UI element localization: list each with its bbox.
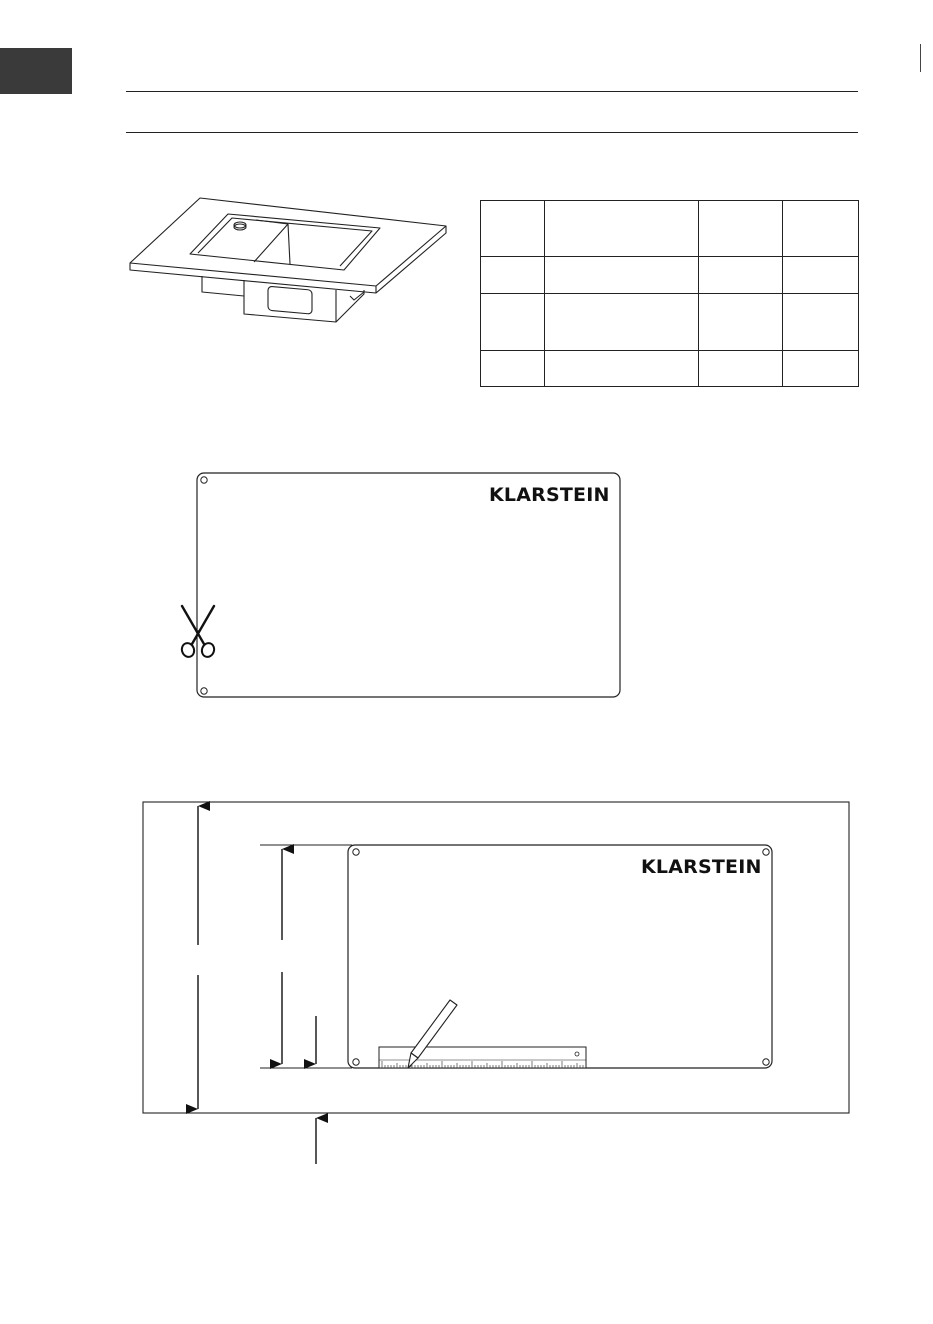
table-cell xyxy=(481,257,545,294)
table-cell xyxy=(545,257,699,294)
page-edge-mark xyxy=(920,44,921,72)
table-cell xyxy=(699,201,783,257)
table-cell xyxy=(545,201,699,257)
table-row xyxy=(481,257,859,294)
table-cell xyxy=(783,351,859,387)
table-cell xyxy=(699,351,783,387)
table-cell xyxy=(481,294,545,351)
pencil-icon xyxy=(400,998,460,1072)
table-cell xyxy=(545,351,699,387)
header-top-rule xyxy=(126,91,858,92)
table-cell xyxy=(481,201,545,257)
table-cell xyxy=(783,294,859,351)
diagram-brand-logo: KLARSTEIN xyxy=(641,856,762,878)
language-tab xyxy=(0,48,72,94)
table-row xyxy=(481,294,859,351)
table-row xyxy=(481,351,859,387)
table-row xyxy=(481,201,859,257)
table-cell xyxy=(481,351,545,387)
table-cell xyxy=(699,294,783,351)
scissors-icon xyxy=(174,604,222,660)
template-brand-logo: KLARSTEIN xyxy=(489,484,610,506)
header-bottom-rule xyxy=(126,132,858,133)
table-cell xyxy=(699,257,783,294)
table-cell xyxy=(783,201,859,257)
table-cell xyxy=(545,294,699,351)
table-cell xyxy=(783,257,859,294)
template-card xyxy=(196,472,622,700)
appliance-illustration xyxy=(128,196,448,336)
spec-table xyxy=(480,200,859,387)
